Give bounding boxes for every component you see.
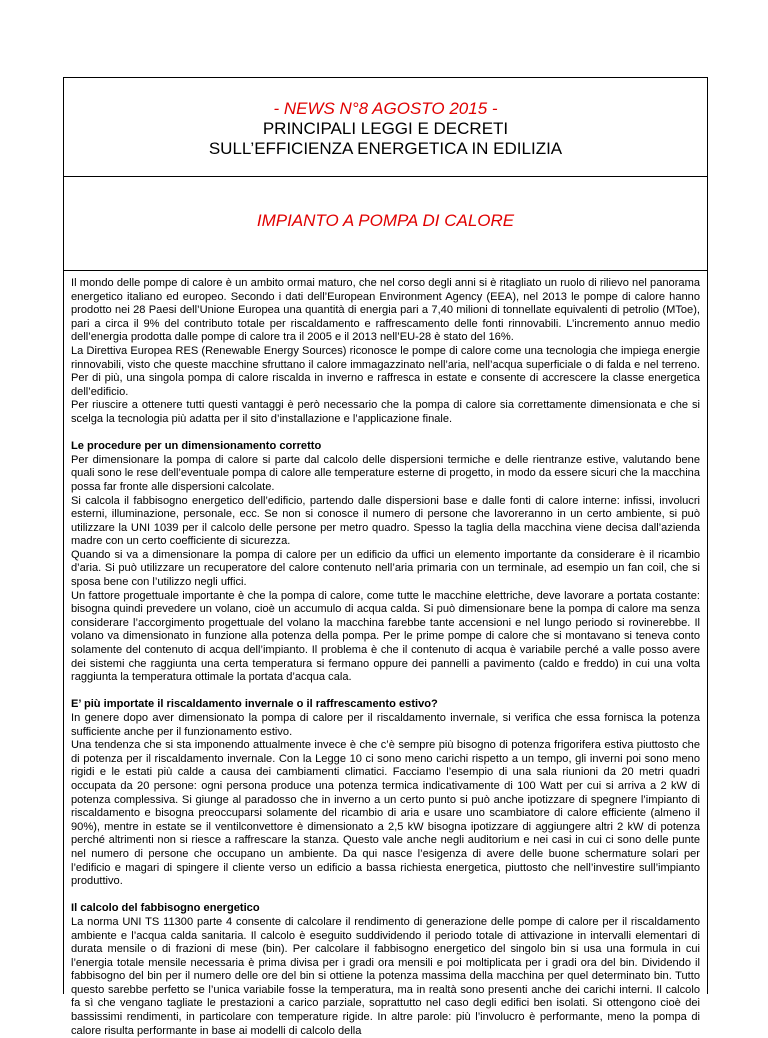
- paragraph: Quando si va a dimensionare la pompa di calore per un edificio da uffici un elemento importante da considerare è il ricambio d’aria. Si può utilizzare un recuperatore del calore contenuto nell’aria primaria con un terminale, ad esempio un fan coil, che si sposa bene con l’utilizzo negli uffici.: [71, 548, 700, 589]
- section-header: [64, 177, 707, 271]
- paragraph: Una tendenza che si sta imponendo attualmente invece è che c’è sempre più bisogno di potenza frigorifera estiva piuttosto che di potenza per il riscaldamento invernale. Con la Legge 10 ci sono meno carichi rispetto a un tempo, gli inverni poi sono meno rigidi e le estati più calde a causa dei cambiamenti climatici. Facciamo l’esempio di una sala riunioni da 20 metri quadri occupata da 20 persone: ogni persona produce una potenza termica indicativamente di 100 Watt per cui si arriva a 2 kW di potenza complessiva. Si giunge al paradosso che in inverno a un certo punto si può anche ipotizzare di spegnere l’impianto di riscaldamento e bisogna preoccuparsi solamente del ricambio di aria e usare uno scambiatore di calore efficiente (almeno il 90%), mentre in estate se il ventilconvettore è dimensionato a 2,5 kW bisogna ipotizzare di aggiungere altri 2 kW di potenza perché altrimenti non si riesce a raffrescare la stanza. Questo vale anche negli auditorium e nei casi in cui ci sono delle punte nel numero di persone che occupano un ambiente. Da qui nasce l’esigenza di avere delle buone schermature solari per l’edificio e magari di spingere il cliente verso un edificio a bassa richiesta energetica, piuttosto che nell’investire sull’impianto produttivo.: [71, 739, 700, 888]
- paragraph: La norma UNI TS 11300 parte 4 consente di calcolare il rendimento di generazione delle pompe di calore per il riscaldamento ambiente e l’acqua calda sanitaria. Il calcolo è eseguito suddividendo il periodo totale di attivazione in intervalli elementari di durata mensile o di frazioni di mese (bin). Per calcolare il fabbisogno energetico del singolo bin si usa una formula in cui l’energia totale mensile necessaria è prima divisa per i gradi ora mensili e poi moltiplicata per i gradi ora del bin. Dividendo il fabbisogno del bin per il numero delle ore del bin si ottiene la potenza massima della macchina per quel determinato bin. Tutto questo sarebbe perfetto se l’unica variabile fosse la temperatura, ma in realtà sono presenti anche dei carichi interni. Il calcolo fa sì che vengano tagliate le prestazioni a carico parziale, soprattutto nel caso degli edifici ben isolati. Si ottengono cioè dei bassissimi rendimenti, in particolare con temperature rigide. In altre parole: più l’involucro è performante, meno la pompa di calore risulta performante in base ai modelli di calcolo della: [71, 915, 700, 1037]
- section-heading: Il calcolo del fabbisogno energetico: [71, 902, 260, 915]
- paragraph: Per dimensionare la pompa di calore si parte dal calcolo delle dispersioni termiche e delle rientranze estive, valutando bene quali sono le rese dell’eventuale pompa di calore alle temperature esterne di progetto, in modo da essere sicuri che la macchina possa far fronte alle dispersioni calcolate.: [71, 453, 700, 493]
- document-frame: [63, 77, 708, 1037]
- section-heading: Le procedure per un dimensionamento corretto: [71, 440, 322, 453]
- paragraph: Un fattore progettuale importante è che la pompa di calore, come tutte le macchine elettriche, deve lavorare a portata costante: bisogna quindi prevedere un volano, cioè un accumulo di acqua calda. Si può dimensionare bene la pompa di calore ma senza considerare l’accorgimento progettuale del volano la macchina farebbe tante accensioni e nel lungo periodo si rovinerebbe. Il volano va dimensionato in funzione alla potenza della pompa. Per le prime pompe di calore che si montavano si teneva conto solamente del contenuto di acqua dell’impianto. Il problema è che il contenuto di acqua è variabile perché a valle posso avere dei sistemi che raggiunta una certa temperatura si fermano oppure dei pannelli a pavimento (caldo e freddo) in cui una volta raggiunta la temperatura ottimale la portata d’acqua cala.: [71, 589, 700, 684]
- paragraph: In genere dopo aver dimensionato la pompa di calore per il riscaldamento invernale, si verifica che essa fornisca la potenza sufficiente anche per il funzionamento estivo.: [71, 712, 700, 738]
- intro-paragraph: La Direttiva Europea RES (Renewable Energy Sources) riconosce le pompe di calore come una tecnologia che impiega energie rinnovabili, visto che queste macchine sfruttano il calore immagazzinato nell’aria, nell’acqua superficiale o di falda e nel terreno. Per di più, una singola pompa di calore riscalda in inverno e raffresca in estate e consente di accrescere la classe energetica dell’edificio.: [71, 344, 700, 398]
- header-line-2: SULL’EFFICIENZA ENERGETICA IN EDILIZIA: [208, 139, 563, 158]
- section-heading: E’ più importate il riscaldamento invernale o il raffrescamento estivo?: [71, 698, 438, 711]
- news-title: - NEWS N°8 AGOSTO 2015 -: [273, 99, 498, 118]
- intro-paragraph: Il mondo delle pompe di calore è un ambito ormai maturo, che nel corso degli anni si è ritagliato un ruolo di rilievo nel panorama energetico italiano ed europeo. Secondo i dati dell’European Environment Agency (EEA), nel 2013 le pompe di calore hanno prodotto nei 28 Paesi dell’Unione Europea una quantità di energia pari a 7,40 milioni di tonnellate equivalenti di petrolio (MToe), pari a circa il 9% del contributo totale per riscaldamento e raffrescamento delle fonti rinnovabili. L’incremento annuo medio dell’energia prodotta dalle pompe di calore tra il 2005 e il 2013 nell’EU-28 è stato del 16%.: [71, 277, 700, 344]
- section-title: IMPIANTO A POMPA DI CALORE: [256, 211, 515, 230]
- header-line-1: PRINCIPALI LEGGI E DECRETI: [262, 119, 509, 138]
- document-body: [64, 271, 707, 1038]
- paragraph: Si calcola il fabbisogno energetico dell’edificio, partendo dalle dispersioni base e dalle fonti di calore interne: infissi, involucri esterni, illuminazione, personale, ecc. Se non si conosce il numero di persone che lavoreranno in un certo ambiente, si può utilizzare la UNI 1039 per il calcolo delle persone per metro quadro. Spesso la taglia della macchina viene decisa dall’azienda madre con un certo coefficiente di sicurezza.: [71, 494, 700, 548]
- news-header: [64, 78, 707, 177]
- intro-paragraph: Per riuscire a ottenere tutti questi vantaggi è però necessario che la pompa di calore sia correttamente dimensionata e che si scelga la tecnologia più adatta per il sito d’installazione e l’applicazione finale.: [71, 399, 700, 425]
